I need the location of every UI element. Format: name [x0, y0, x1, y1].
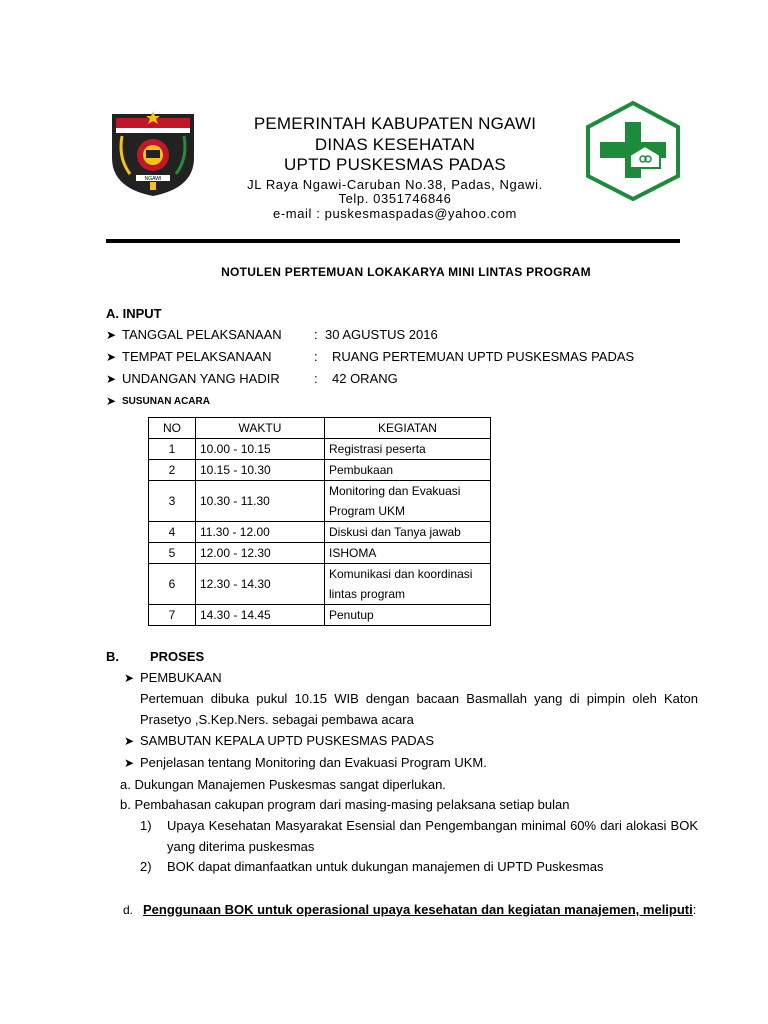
tanggal-sep: :	[314, 327, 318, 342]
section-b-heading: PROSES	[150, 649, 205, 664]
penjelasan-text: Penjelasan tentang Monitoring dan Evakuasi Program UKM.	[140, 755, 487, 770]
row-kegiatan: Diskusi dan Tanya jawab	[325, 522, 491, 543]
bullet-icon: ➤	[106, 350, 117, 364]
tempat-label: TEMPAT PELAKSANAAN	[122, 349, 272, 364]
bullet-icon: ➤	[106, 394, 117, 408]
point-d-heading	[143, 899, 699, 920]
table-row	[149, 481, 491, 522]
row-waktu: 10.30 - 11.30	[196, 481, 325, 522]
tanggal-value: 30 AGUSTUS 2016	[325, 327, 438, 342]
table-header: NO	[149, 418, 196, 439]
kesehatan-hexagon-logo	[583, 100, 683, 202]
table-row	[149, 564, 491, 605]
row-waktu: 11.30 - 12.00	[196, 522, 325, 543]
bullet-icon: ➤	[106, 328, 117, 342]
row-kegiatan: Pembukaan	[325, 460, 491, 481]
table-header: WAKTU	[196, 418, 325, 439]
row-waktu: 12.00 - 12.30	[196, 543, 325, 564]
tempat-sep: :	[314, 349, 318, 364]
header-phone: Telp. 0351746846	[338, 191, 452, 206]
agenda-table	[148, 417, 491, 626]
row-no: 1	[149, 439, 196, 460]
row-no: 4	[149, 522, 196, 543]
table-row	[149, 543, 491, 564]
row-no: 6	[149, 564, 196, 605]
row-no: 7	[149, 605, 196, 626]
tanggal-label: TANGGAL PELAKSANAAN	[122, 327, 282, 342]
point-d-text: Penggunaan BOK untuk operasional upaya kesehatan dan kegiatan manajemen, meliputi	[143, 902, 693, 917]
section-b-label: B.	[106, 649, 119, 664]
row-kegiatan: ISHOMA	[325, 543, 491, 564]
row-waktu: 10.15 - 10.30	[196, 460, 325, 481]
header-line-3: UPTD PUSKESMAS PADAS	[284, 155, 506, 174]
undangan-value: 42 ORANG	[332, 371, 398, 386]
row-waktu: 14.30 - 14.45	[196, 605, 325, 626]
row-no: 5	[149, 543, 196, 564]
row-kegiatan: Penutup	[325, 605, 491, 626]
header-address: JL Raya Ngawi-Caruban No.38, Padas, Ngawi.	[247, 177, 543, 192]
row-waktu: 12.30 - 14.30	[196, 564, 325, 605]
bullet-icon: ➤	[124, 756, 135, 770]
pembukaan-text: Pertemuan dibuka pukul 10.15 WIB dengan bacaan Basmallah yang di pimpin oleh Katon Prasetyo ,S.Kep.Ners. sebagai pembawa acara	[140, 691, 698, 727]
row-no: 2	[149, 460, 196, 481]
table-row	[149, 439, 491, 460]
table-row	[149, 522, 491, 543]
row-kegiatan: Monitoring dan Evakuasi Program UKM	[325, 481, 491, 522]
sub-point-2-number: 2)	[140, 859, 152, 874]
point-d-colon: :	[692, 902, 697, 917]
sub-point-2: BOK dapat dimanfaatkan untuk dukungan manajemen di UPTD Puskesmas	[167, 859, 604, 874]
table-row	[149, 605, 491, 626]
header-email: e-mail : puskesmaspadas@yahoo.com	[273, 206, 517, 221]
bullet-icon: ➤	[106, 372, 117, 386]
undangan-sep: :	[314, 371, 318, 386]
ngawi-crest-logo	[108, 108, 198, 198]
document-title: NOTULEN PERTEMUAN LOKAKARYA MINI LINTAS PROGRAM	[221, 265, 591, 279]
header-line-1: PEMERINTAH KABUPATEN NGAWI	[253, 114, 537, 133]
undangan-label: UNDANGAN YANG HADIR	[122, 371, 280, 386]
pembukaan-heading: PEMBUKAAN	[140, 670, 222, 685]
point-b: b. Pembahasan cakupan program dari masing-masing pelaksana setiap bulan	[120, 797, 570, 812]
table-header: KEGIATAN	[325, 418, 491, 439]
sub-point-1-number: 1)	[140, 818, 152, 833]
bullet-icon: ➤	[124, 671, 135, 685]
point-a: a. Dukungan Manajemen Puskesmas sangat diperlukan.	[120, 777, 446, 792]
row-no: 3	[149, 481, 196, 522]
sambutan-heading: SAMBUTAN KEPALA UPTD PUSKESMAS PADAS	[140, 733, 435, 748]
sub-point-1: Upaya Kesehatan Masyarakat Esensial dan Pengembangan minimal 60% dari alokasi BOK yang diterima puskesmas	[167, 818, 698, 854]
tempat-value: RUANG PERTEMUAN UPTD PUSKESMAS PADAS	[332, 349, 635, 364]
point-d-label: d.	[123, 903, 134, 917]
table-row	[149, 460, 491, 481]
crest-banner-text: NGAWI	[144, 176, 162, 182]
section-a-heading: A. INPUT	[106, 306, 162, 321]
row-waktu: 10.00 - 10.15	[196, 439, 325, 460]
header-divider	[106, 239, 680, 243]
header-line-2: DINAS KESEHATAN	[314, 135, 476, 154]
susunan-acara-label: SUSUNAN ACARA	[122, 396, 210, 407]
row-kegiatan: Komunikasi dan koordinasi lintas program	[325, 564, 491, 605]
row-kegiatan: Registrasi peserta	[325, 439, 491, 460]
bullet-icon: ➤	[124, 734, 135, 748]
table-header-row	[149, 418, 491, 439]
